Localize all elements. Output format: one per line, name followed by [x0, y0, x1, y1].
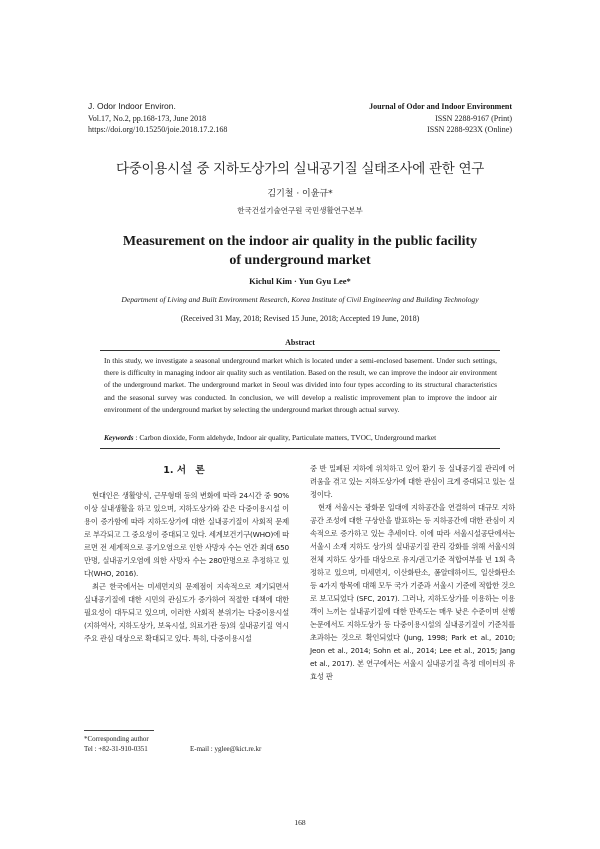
abstract-heading: Abstract [285, 338, 315, 347]
issn-online: ISSN 2288-923X (Online) [427, 125, 512, 134]
volume-info: Vol.17, No.2, pp.168-173, June 2018 [88, 113, 207, 123]
received-dates: (Received 31 May, 2018; Revised 15 June, 2018; Accepted 19 June, 2018) [180, 314, 420, 323]
korean-authors: 김기철 · 이윤규* [267, 189, 333, 199]
korean-title: 다중이용시설 중 지하도상가의 실내공기질 실태조사에 관한 연구 [116, 161, 484, 177]
corresponding-author: *Corresponding author [84, 735, 149, 743]
page-number: 168 [294, 818, 306, 827]
doi-link[interactable]: https://doi.org/10.15250/joie.2018.17.2.168 [88, 125, 228, 134]
body-column-right [310, 462, 515, 683]
english-title [0, 232, 600, 270]
header-left [88, 101, 227, 136]
body-paragraph: 중 반 밀폐된 지하에 위치하고 있어 환기 등 실내공기질 관리에 어려움을 겪고 있는 지하도상가에 대한 관심이 크게 증대되고 있는 실정이다. [310, 464, 515, 499]
korean-affiliation: 한국건설기술연구원 국민생활연구본부 [237, 206, 363, 215]
keywords [104, 433, 497, 442]
keywords-list: : Carbon dioxide, Form aldehyde, Indoor air quality, Particulate matters, TVOC, Underground market [133, 433, 437, 442]
telephone: Tel : +82-31-910-0351 [84, 745, 148, 753]
english-title-line2: of underground market [229, 253, 371, 268]
abstract-body: In this study, we investigate a seasonal underground market which is located under a semi-enclosed basement. Under such settings, there is difficulty in managing indoor air quality such as ventilation. Based on the result, we can improve the indoor air environment of the underground market. The underground market in Seoul was divided into four types according to its structural characteristics and the seasonal survey was conducted. In conclusion, we will develop a realistic improvement plan to improve the indoor air environment of the underground market by selecting the underground market through actual survey. [104, 356, 497, 414]
journal-abbrev: J. Odor Indoor Environ. [88, 101, 176, 111]
body-paragraph: 현대인은 생활양식, 근무형태 등의 변화에 따라 24시간 중 90% 이상 실내생활을 하고 있으며, 지하도상가와 같은 다중이용시설 이용이 증가함에 따라 지하도상가에 대한 실내공기질이 사회적 문제로 부각되고 그 중요성이 증대되고 있다. 세계보건기구(WHO)에 따르면 전 세계적으로 공기오염으로 인한 사망자 수는 연간 최대 650만명, 실내공기오염에 의한 사망자 수는 280만명으로 추정하고 있다(WHO, 2016). [84, 491, 289, 578]
english-authors: Kichul Kim · Yun Gyu Lee* [249, 276, 351, 286]
footnote [84, 734, 294, 754]
english-title-line1: Measurement on the indoor air quality in the public facility [122, 234, 478, 249]
header-right [369, 101, 512, 136]
body-column-left [84, 489, 289, 645]
abstract-bottom-rule [100, 448, 500, 449]
section-heading: 1. 서 론 [163, 465, 205, 476]
body-paragraph: 최근 한국에서는 미세먼지의 문제점이 지속적으로 제기되면서 실내공기질에 대한 시민의 관심도가 증가하여 적절한 대책에 대한 필요성이 대두되고 있으며, 이러한 사회적 분위기는 다중이용시설(지하역사, 지하도상가, 보육시설, 의료기관 등)의 실내공기질 역시 주요 관심 대상으로 확대되고 있다. 특히, 다중이용시설 [84, 582, 289, 643]
journal-full-title: Journal of Odor and Indoor Environment [369, 102, 512, 111]
english-affiliation: Department of Living and Built Environment Research, Korea Institute of Civil Engineering and Building Technology [121, 295, 479, 304]
email: E-mail : yglee@kict.re.kr [190, 745, 262, 753]
abstract-top-rule [100, 350, 500, 351]
footnote-rule [84, 730, 154, 731]
issn-print: ISSN 2288-9167 (Print) [435, 113, 512, 123]
keywords-label: Keywords [104, 433, 134, 442]
body-paragraph: 현재 서울시는 광화문 일대에 지하공간을 연결하여 대규모 지하공간 조성에 대한 구상안을 발표하는 등 지하공간에 대한 관심이 지속적으로 증가하고 있는 추세이다. 이에 따라 서울시설공단에서는 서울시 소재 지하도 상가의 실내공기질 관리 강화를 위해 서울시의 전체 지하도 상가를 대상으로 유지/권고기준 적합여부를 년 1회 측정하고 있으며, 미세먼지, 이산화탄소, 폼알데하이드, 일산화탄소 등 4가지 항목에 대해 모두 국가 기준과 서울시 기준에 적합한 것으로 보고되었다 (SFC, 2017). 그러나, 지하도상가를 이용하는 이용객이 느끼는 실내공기질에 대한 만족도는 매우 낮은 수준이며 선행 논문에서도 지하도상가 등 다중이용시설의 실내공기질이 기준치를 초과하는 것으로 확인되었다 (Jung, 1998; Park et al., 2010; Jeon et al., 2014; Sohn et al., 2014; Lee et al., 2015; Jang et al., 2017). 본 연구에서는 서울시 실내공기질 측정 데이터의 유효성 판 [310, 503, 515, 681]
